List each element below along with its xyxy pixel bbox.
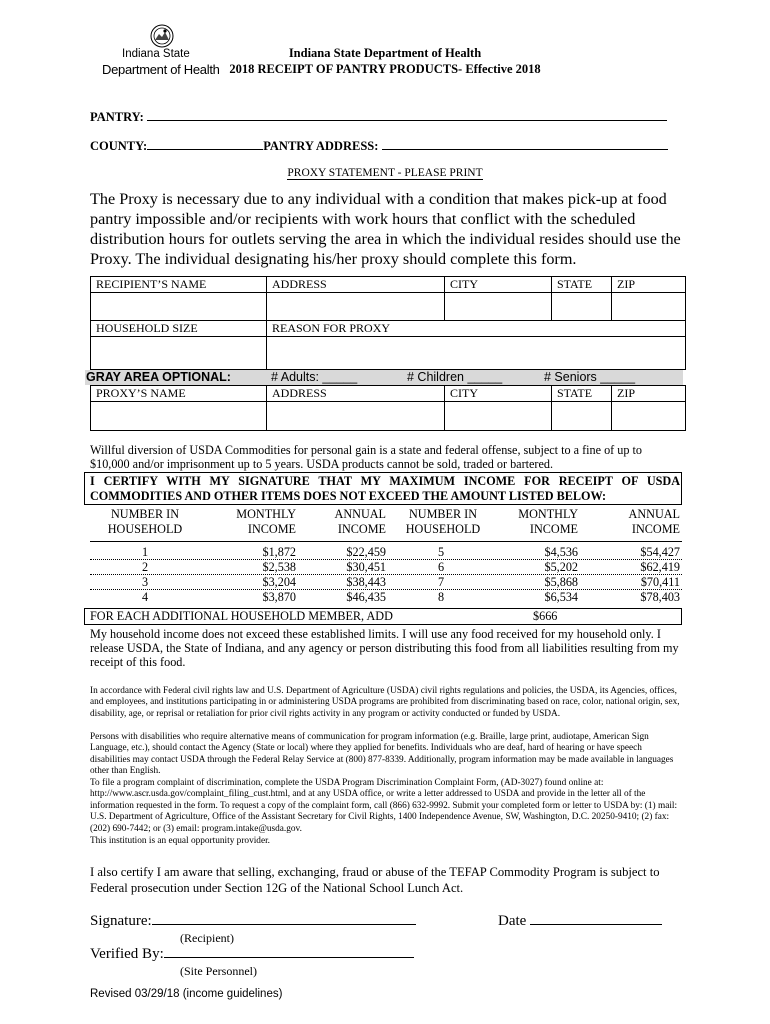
signature-line[interactable] <box>152 910 416 925</box>
recipient-table <box>90 276 686 370</box>
county-field-row <box>90 138 668 154</box>
household-number-cell: 1 <box>141 545 149 559</box>
reason-header: REASON FOR PROXY <box>267 321 686 337</box>
civil-rights-p4: This institution is an equal opportunity provider. <box>90 836 270 846</box>
willful-diversion-text: Willful diversion of USDA Commodities for personal gain is a state and federal offense, subject to a fine of up to $10,000 and/or imprisonment up to 5 years. USDA products cannot be sold, traded or bartered. <box>90 443 642 471</box>
annual-income-header-1: ANNUAL INCOME <box>334 507 386 536</box>
county-label: COUNTY: <box>90 139 148 153</box>
seniors-field[interactable]: # Seniors _____ <box>544 370 636 384</box>
proxy-name-cell[interactable] <box>91 402 267 431</box>
num-household-header-2: NUMBER IN HOUSEHOLD <box>405 507 481 536</box>
monthly-income-cell: $2,538 <box>262 560 296 574</box>
proxy-zip-cell[interactable] <box>612 402 686 431</box>
household-number-cell: 7 <box>438 575 445 589</box>
county-input-line[interactable] <box>147 138 263 150</box>
proxy-state-cell[interactable] <box>552 402 612 431</box>
pantry-label: PANTRY: <box>90 110 144 124</box>
civil-rights-p3: To file a program complaint of discrimination, complete the USDA Program Discrimination Complaint Form, (AD-3027) found online at: http://www.ascr.usda.gov/complaint_filing_cust.html, and at any USDA office, or write a letter addressed to USDA and provide in the letter all of the information requested in the form. To request a copy of the complaint form, call (866) 632-9992. Submit your completed form or letter to USDA by: (1) mail: U.S. Department of Agriculture, Office of the Assistant Secretary for Civil Rights, 1400 Independence Avenue, SW, Washington, D.C. 20250-9410; (2) fax: (202) 690-7442; or (3) email: program.intake@usda.gov. <box>90 778 678 834</box>
annual-income-cell: $38,443 <box>346 575 386 589</box>
signature-label: Signature: <box>90 913 152 929</box>
monthly-income-cell: $5,868 <box>544 575 578 589</box>
signature-row <box>90 910 416 930</box>
monthly-income-header-1: MONTHLY INCOME <box>236 507 296 536</box>
household-number-cell: 8 <box>438 590 445 604</box>
tefap-statement: I also certify I am aware that selling, exchanging, fraud or abuse of the TEFAP Commodity Program is subject to Federal prosecution under Section 12G of the National School Lunch Act. <box>90 865 660 895</box>
annual-income-cell: $30,451 <box>346 560 386 574</box>
annual-income-cell: $78,403 <box>640 590 680 604</box>
annual-income-header-2: ANNUAL INCOME <box>628 507 680 536</box>
gray-area-optional <box>85 370 683 385</box>
recipient-name-cell[interactable] <box>91 293 267 321</box>
revision-footer: Revised 03/29/18 (income guidelines) <box>90 988 283 1000</box>
additional-member-value: $666 <box>533 609 558 623</box>
proxy-name-header: PROXY’S NAME <box>91 386 267 402</box>
household-number-cell: 2 <box>141 560 149 574</box>
form-title: 2018 RECEIPT OF PANTRY PRODUCTS- Effective 2018 <box>229 62 541 76</box>
gray-area-label: GRAY AREA OPTIONAL: <box>86 370 231 384</box>
household-statement: My household income does not exceed these established limits. I will use any food received for my household only. I release USDA, the State of Indiana, and any agency or person distributing this food from all liabilities resulting from my receipt of this food. <box>90 627 679 669</box>
date-label: Date <box>498 913 527 929</box>
recipient-caption: (Recipient) <box>180 931 234 945</box>
monthly-income-cell: $5,202 <box>544 560 578 574</box>
recipient-name-header: RECIPIENT’S NAME <box>91 277 267 293</box>
certify-text: I CERTIFY WITH MY SIGNATURE THAT MY MAXIMUM INCOME FOR RECEIPT OF USDA COMMODITIES AND OTHER ITEMS DOES NOT EXCEED THE AMOUNT LISTED BELOW: <box>90 474 680 503</box>
annual-income-cell: $70,411 <box>640 575 680 589</box>
household-number-cell: 3 <box>141 575 149 589</box>
monthly-income-cell: $6,534 <box>544 590 578 604</box>
household-number-cell: 5 <box>438 545 445 559</box>
pantry-address-input-line[interactable] <box>382 138 668 150</box>
monthly-income-cell: $3,204 <box>262 575 296 589</box>
site-personnel-caption: (Site Personnel) <box>180 964 257 978</box>
verified-line[interactable] <box>164 943 414 958</box>
children-field[interactable]: # Children _____ <box>407 370 503 384</box>
monthly-income-cell: $4,536 <box>544 545 578 559</box>
city-header: CITY <box>445 277 552 293</box>
pantry-address-label: PANTRY ADDRESS: <box>263 139 379 153</box>
pantry-input-line[interactable] <box>147 109 667 121</box>
proxy-city-header: CITY <box>445 386 552 402</box>
annual-income-cell: $22,459 <box>346 545 386 559</box>
annual-income-cell: $46,435 <box>346 590 386 604</box>
monthly-income-header-2: MONTHLY INCOME <box>518 507 578 536</box>
agency-heading: Indiana State Department of Health <box>288 46 482 60</box>
annual-income-cell: $54,427 <box>640 545 680 559</box>
proxy-state-header: STATE <box>552 386 612 402</box>
proxy-address-cell[interactable] <box>267 402 445 431</box>
zip-header: ZIP <box>612 277 686 293</box>
num-household-header-1: NUMBER IN HOUSEHOLD <box>107 507 183 536</box>
address-cell[interactable] <box>267 293 445 321</box>
state-cell[interactable] <box>552 293 612 321</box>
date-row <box>498 910 662 930</box>
logo-text-line1: Indiana State <box>122 48 190 60</box>
monthly-income-cell: $3,870 <box>262 590 296 604</box>
civil-rights-p2: Persons with disabilities who require alternative means of communication for program information (e.g. Braille, large print, audiotape, American Sign Language, etc.), should contact the Agency (State or local) where they applied for benefits. Individuals who are deaf, hard of hearing or have speech disabilities may contact USDA through the Federal Relay Service at (800) 877-8339. Additionally, program information may be made available in languages other than English. <box>90 732 674 777</box>
household-size-header: HOUSEHOLD SIZE <box>91 321 267 337</box>
household-number-cell: 4 <box>141 590 149 604</box>
state-header: STATE <box>552 277 612 293</box>
monthly-income-cell: $1,872 <box>262 545 296 559</box>
verified-row <box>90 943 414 963</box>
proxy-city-cell[interactable] <box>445 402 552 431</box>
proxy-address-header: ADDRESS <box>267 386 445 402</box>
state-seal-icon <box>150 24 174 48</box>
household-size-cell[interactable] <box>91 337 267 370</box>
city-cell[interactable] <box>445 293 552 321</box>
pantry-field-row <box>90 109 667 125</box>
proxy-paragraph: The Proxy is necessary due to any individual with a condition that makes pick-up at food pantry impossible and/or recipients with work hours that conflict with the scheduled distribution hours for outlets serving the area in which the individual resides should use the Proxy. The individual designating his/her proxy should complete this form. <box>90 190 681 268</box>
verified-label: Verified By: <box>90 946 164 962</box>
proxy-statement-heading: PROXY STATEMENT - PLEASE PRINT <box>287 167 483 179</box>
civil-rights-p1: In accordance with Federal civil rights law and U.S. Department of Agriculture (USDA) civil rights regulations and policies, the USDA, its Agencies, offices, and employees, and institutions participating in or administering USDA programs are prohibited from discriminating based on race, color, national origin, sex, disability, age, or reprisal or retaliation for prior civil rights activity in any program or activity conducted or funded by USDA. <box>90 686 680 719</box>
logo-text-line2: Department of Health <box>102 62 220 77</box>
address-header: ADDRESS <box>267 277 445 293</box>
household-number-cell: 6 <box>438 560 445 574</box>
date-line[interactable] <box>530 910 662 925</box>
reason-cell[interactable] <box>267 337 686 370</box>
additional-member-label: FOR EACH ADDITIONAL HOUSEHOLD MEMBER, ADD <box>90 609 393 623</box>
adults-field[interactable]: # Adults: _____ <box>271 370 358 384</box>
income-header-rule <box>90 541 682 542</box>
proxy-table <box>90 385 686 431</box>
annual-income-cell: $62,419 <box>640 560 680 574</box>
proxy-zip-header: ZIP <box>612 386 686 402</box>
zip-cell[interactable] <box>612 293 686 321</box>
